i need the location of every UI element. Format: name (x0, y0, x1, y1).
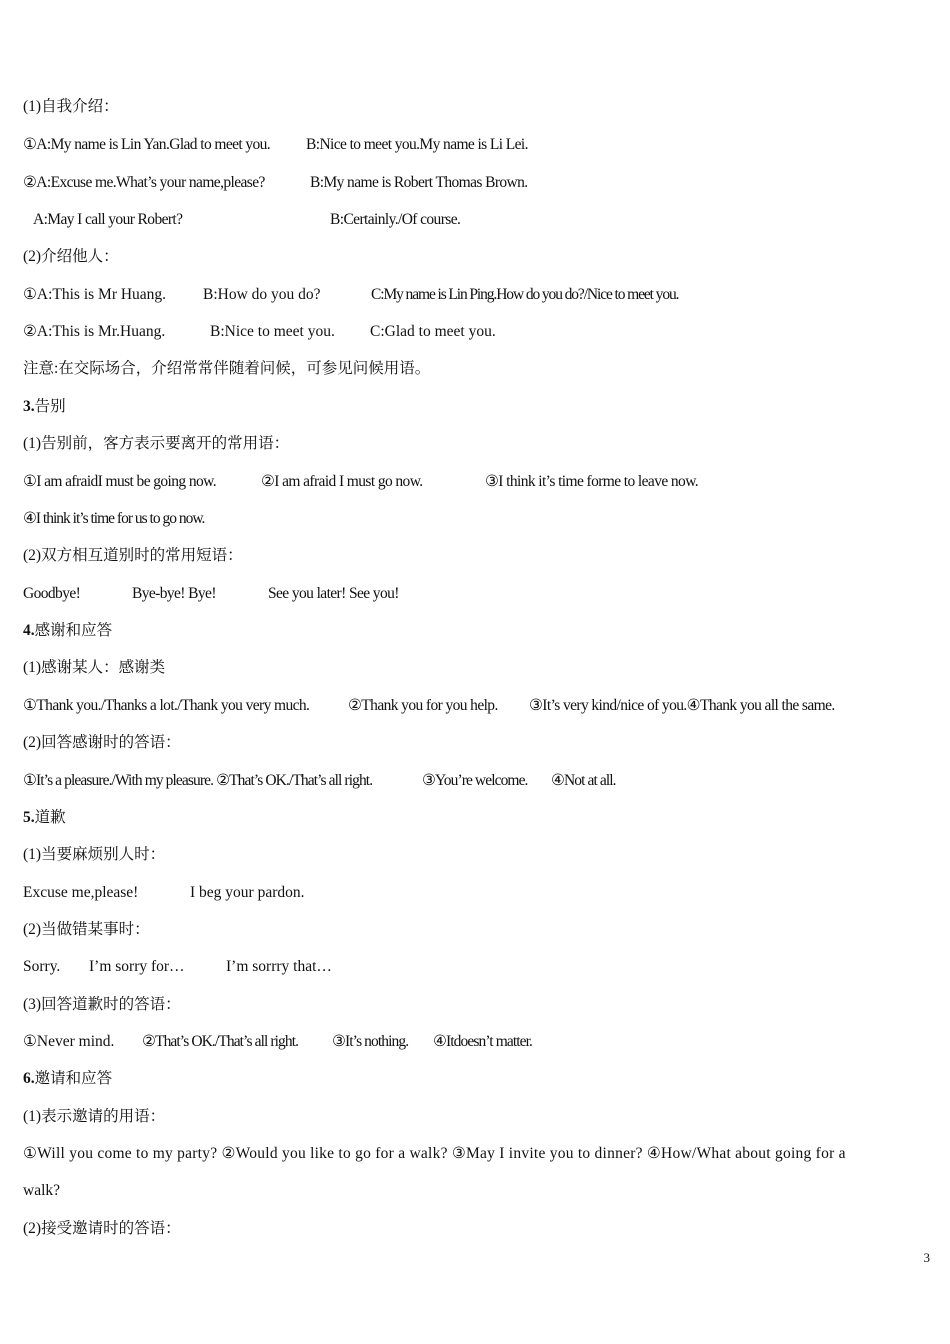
subheading: (2)双方相互道别时的常用短语： (23, 547, 243, 564)
page-number: 3 (923, 1250, 930, 1265)
subheading: (2)接受邀请时的答语： (23, 1220, 181, 1237)
note-line: 注意:在交际场合，介绍常常伴随着问候，可参见问候用语。 (23, 360, 431, 377)
subheading: (1)表示邀请的用语： (23, 1108, 166, 1125)
subheading: (1)感谢某人：感谢类 (23, 659, 166, 676)
section-heading-farewell: 3.告别 (23, 398, 66, 415)
subheading: (1)告别前，客方表示要离开的常用语： (23, 435, 290, 452)
section-heading-thanks: 4.感谢和应答 (23, 622, 113, 639)
subheading: (2)当做错某事时： (23, 921, 150, 938)
subheading: (2)回答感谢时的答语： (23, 734, 181, 751)
subheading: (1)当要麻烦别人时： (23, 846, 166, 863)
heading-self-intro: (1)自我介绍： (23, 98, 119, 115)
section-heading-apology: 5.道歉 (23, 809, 66, 826)
phrase-line-continued: walk? (23, 1182, 61, 1199)
document-page: (1)自我介绍： ①A:My name is Lin Yan.Glad to meet you. B:Nice to meet you.My name is Li Lei. ②A:Excuse me.What’s your name,please? B:My name is Robert Thomas Brown. A:May I call your Robert? B:Certainly./Of course. (2)介绍他人： ①A:This is Mr Huang. B:How do you do? C:My name is Lin Ping.How do you do?/Nice to meet you. ②A:This is Mr.Huang. B:Nice to meet you. C:Glad to meet you. 注意:在交际场合，介绍常常伴随着问候，可参见问候用语。 3.告别 (1)告别前，客方表示要离开的常用语： ①I am afraidI must be going now. ②I am afraid I must go now. ③I think it’s time forme to leave now. ④I think it’s time for us to go now. (2)双方相互道别时的常用短语： Goodbye! Bye-bye! Bye! See you later! See you! 4.感谢和应答 (1)感谢某人：感谢类 ①Thank you./Thanks a lot./Thank you very much. ②Thank you for you help. ③It’s very kind/nice of you.④Thank you all the same. (2)回答感谢时的答语： ①It’s a pleasure./With my pleasure. ②That’s OK./That’s all right. ③You’re welcome. ④Not at all. 5.道歉 (1)当要麻烦别人时： Excuse me,please! I beg your pardon. (2)当做错某事时： Sorry. I’m sorry for… I’m sorrry that… (3)回答道歉时的答语： ①Never mind. ②That’s OK./That’s all right. ③It’s nothing. ④Itdoesn’t matter. 6.邀请和应答 (1)表示邀请的用语： ①Will you come to my party? ②Would you like to go for a walk? ③May I invite you to dinner? ④How/What about going for a walk? (2)接受邀请时的答语： 3 (23, 98, 930, 1265)
phrase-line: ④I think it’s time for us to go now. (23, 510, 205, 527)
heading-introduce-others: (2)介绍他人： (23, 248, 119, 265)
subheading: (3)回答道歉时的答语： (23, 996, 181, 1013)
phrase-line: ①Will you come to my party? ②Would you like to go for a walk? ③May I invite you to dinner? ④How/What about going for a (23, 1145, 846, 1162)
section-heading-invitation: 6.邀请和应答 (23, 1070, 113, 1087)
